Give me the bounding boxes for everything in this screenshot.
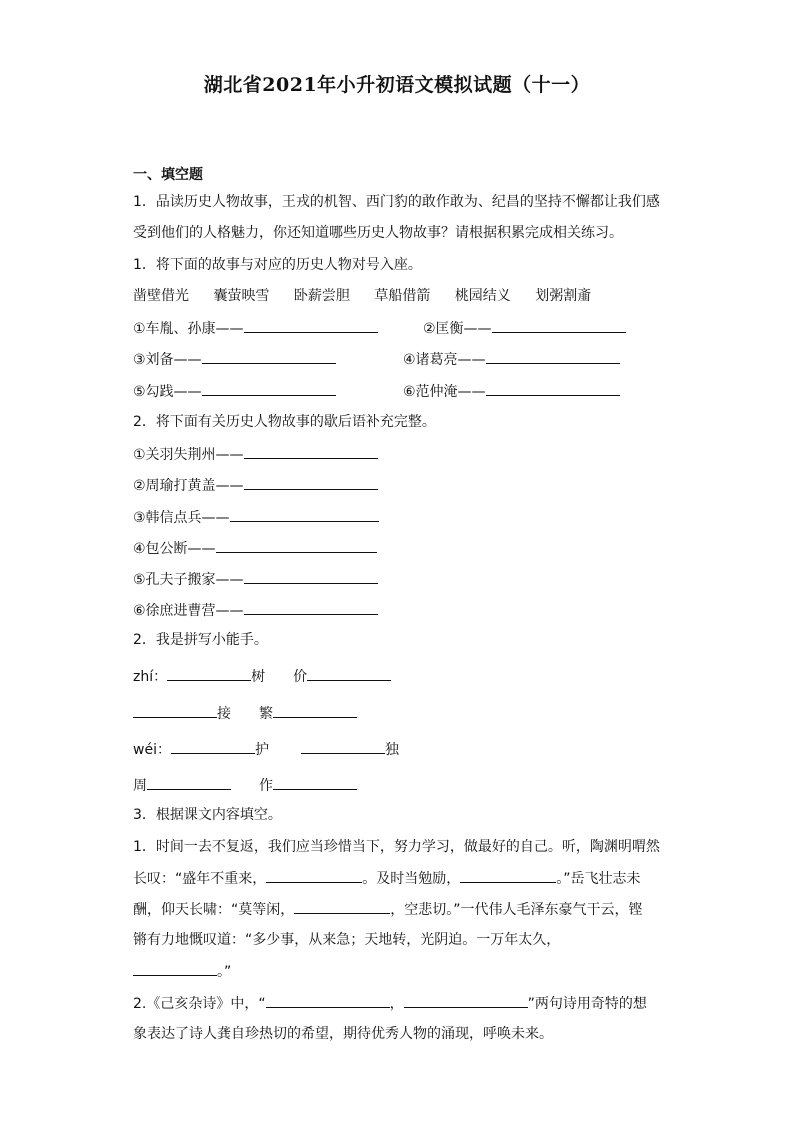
- zhi-row-2: [133, 703, 357, 724]
- q1-intro-line2: 受到他们的人格魅力，你还知道哪些历史人物故事？请根据积累完成相关练习。: [133, 225, 623, 241]
- wei-row-2: [133, 775, 357, 796]
- match-row: [403, 349, 620, 370]
- q3-2-line1: [133, 993, 647, 1014]
- q3-1-line2: [133, 868, 641, 889]
- page-title: 湖北省2021年小升初语文模拟试题（十一）: [203, 74, 591, 96]
- q1-intro-line1: 1．品读历史人物故事，王戎的机智、西门豹的敢作敢为、纪昌的坚持不懈都让我们感: [133, 194, 660, 210]
- answer-blank[interactable]: [230, 507, 379, 522]
- answer-blank[interactable]: [133, 961, 217, 976]
- answer-blank[interactable]: [202, 381, 336, 396]
- xiehouyu-row: [133, 475, 378, 496]
- q3-1-line4: 锵有力地慨叹道：“多少事，从来急；天地转，光阴迫。一万年太久，: [133, 932, 561, 948]
- answer-blank[interactable]: [266, 993, 390, 1008]
- q3-2-line2: 象表达了诗人龚自珍热切的希望，期待优秀人物的涌现，呼唤未来。: [133, 1026, 553, 1042]
- text-run: 长叹：“盛年不重来，: [133, 871, 267, 887]
- word-char: 护: [254, 742, 269, 758]
- answer-blank[interactable]: [273, 775, 357, 790]
- word-char: 接: [217, 706, 231, 722]
- q2-heading: 2．我是拼写小能手。: [133, 632, 268, 648]
- match-row: [133, 318, 378, 339]
- match-row: [423, 318, 626, 339]
- text-run: 2.《己亥杂诗》中，“: [133, 996, 266, 1012]
- xiehouyu-row: [133, 507, 379, 528]
- answer-blank[interactable]: [171, 739, 255, 754]
- q3-1-line5: [133, 961, 231, 982]
- q3-heading: 3．根据课文内容填空。: [133, 807, 282, 823]
- answer-blank[interactable]: [273, 703, 357, 718]
- answer-blank[interactable]: [301, 739, 385, 754]
- answer-blank[interactable]: [486, 349, 620, 364]
- text-run: 。及时当勉励，: [362, 871, 461, 887]
- text-run: ”两句诗用奇特的想: [527, 996, 647, 1012]
- answer-blank[interactable]: [133, 703, 217, 718]
- xiehouyu-prompt: ④包公断——: [133, 541, 216, 557]
- xiehouyu-prompt: ⑥徐庶进曹营——: [133, 603, 244, 619]
- q3-1-line1: 1．时间一去不复返，我们应当珍惜当下，努力学习，做最好的自己。听，陶渊明喟然: [133, 839, 660, 855]
- xiehouyu-row: [133, 600, 378, 621]
- sub2-instruction: 2．将下面有关历史人物故事的歇后语补充完整。: [133, 414, 436, 430]
- answer-blank[interactable]: [167, 666, 251, 681]
- answer-blank[interactable]: [460, 868, 556, 883]
- xiehouyu-prompt: ⑤孔夫子搬家——: [133, 572, 244, 588]
- answer-blank[interactable]: [404, 993, 528, 1008]
- story-item: 草船借箭: [374, 288, 431, 304]
- text-run: 。”岳飞壮志未: [556, 871, 641, 887]
- story-list: [133, 286, 611, 306]
- answer-blank[interactable]: [244, 475, 378, 490]
- word-char: 独: [384, 742, 399, 758]
- answer-blank[interactable]: [307, 666, 391, 681]
- xiehouyu-prompt: ①关羽失荆州——: [133, 447, 244, 463]
- zhi-row: [133, 666, 391, 687]
- story-item: 桃园结义: [454, 288, 511, 304]
- match-person: ①车胤、孙康——: [133, 321, 244, 337]
- pinyin-label: zhí：: [133, 669, 168, 685]
- text-run: 酬，仰天长啸：“莫等闲，: [133, 902, 295, 918]
- text-run: ，: [389, 996, 404, 1012]
- answer-blank[interactable]: [266, 868, 362, 883]
- q3-1-line3: [133, 899, 643, 920]
- wei-row: [133, 739, 399, 760]
- answer-blank[interactable]: [294, 899, 390, 914]
- story-item: 卧薪尝胆: [293, 288, 350, 304]
- word-char: 繁: [259, 706, 273, 722]
- xiehouyu-row: [133, 444, 378, 465]
- match-person: ⑥范仲淹——: [403, 384, 486, 400]
- match-row: [133, 349, 336, 370]
- text-run: 。”: [217, 964, 232, 980]
- xiehouyu-prompt: ③韩信点兵——: [133, 510, 230, 526]
- xiehouyu-row: [133, 569, 378, 590]
- word-char: 周: [133, 778, 147, 794]
- answer-blank[interactable]: [244, 600, 378, 615]
- answer-blank[interactable]: [244, 318, 378, 333]
- answer-blank[interactable]: [486, 381, 620, 396]
- word-char: 树: [251, 669, 266, 685]
- match-person: ③刘备——: [133, 352, 202, 368]
- answer-blank[interactable]: [244, 569, 378, 584]
- story-item: 凿壁借光: [133, 288, 189, 304]
- match-person: ④诸葛亮——: [403, 352, 486, 368]
- answer-blank[interactable]: [202, 349, 336, 364]
- answer-blank[interactable]: [492, 318, 626, 333]
- match-person: ②匡衡——: [423, 321, 492, 337]
- match-row: [133, 381, 336, 402]
- text-run: ，空悲切。”一代伟人毛泽东豪气干云，铿: [390, 902, 643, 918]
- pinyin-label: wéi：: [133, 742, 171, 758]
- match-person: ⑤勾践——: [133, 384, 202, 400]
- match-row: [403, 381, 620, 402]
- answer-blank[interactable]: [216, 538, 377, 553]
- word-char: 作: [259, 778, 273, 794]
- xiehouyu-prompt: ②周瑜打黄盖——: [133, 478, 244, 494]
- answer-blank[interactable]: [147, 775, 231, 790]
- word-char: 价: [293, 669, 308, 685]
- answer-blank[interactable]: [244, 444, 378, 459]
- xiehouyu-row: [133, 538, 377, 559]
- story-item: 囊萤映雪: [213, 288, 270, 304]
- sub1-instruction: 1．将下面的故事与对应的历史人物对号入座。: [133, 257, 422, 273]
- story-item: 划粥割齑: [535, 288, 592, 304]
- section-heading: 一、填空题: [133, 167, 203, 183]
